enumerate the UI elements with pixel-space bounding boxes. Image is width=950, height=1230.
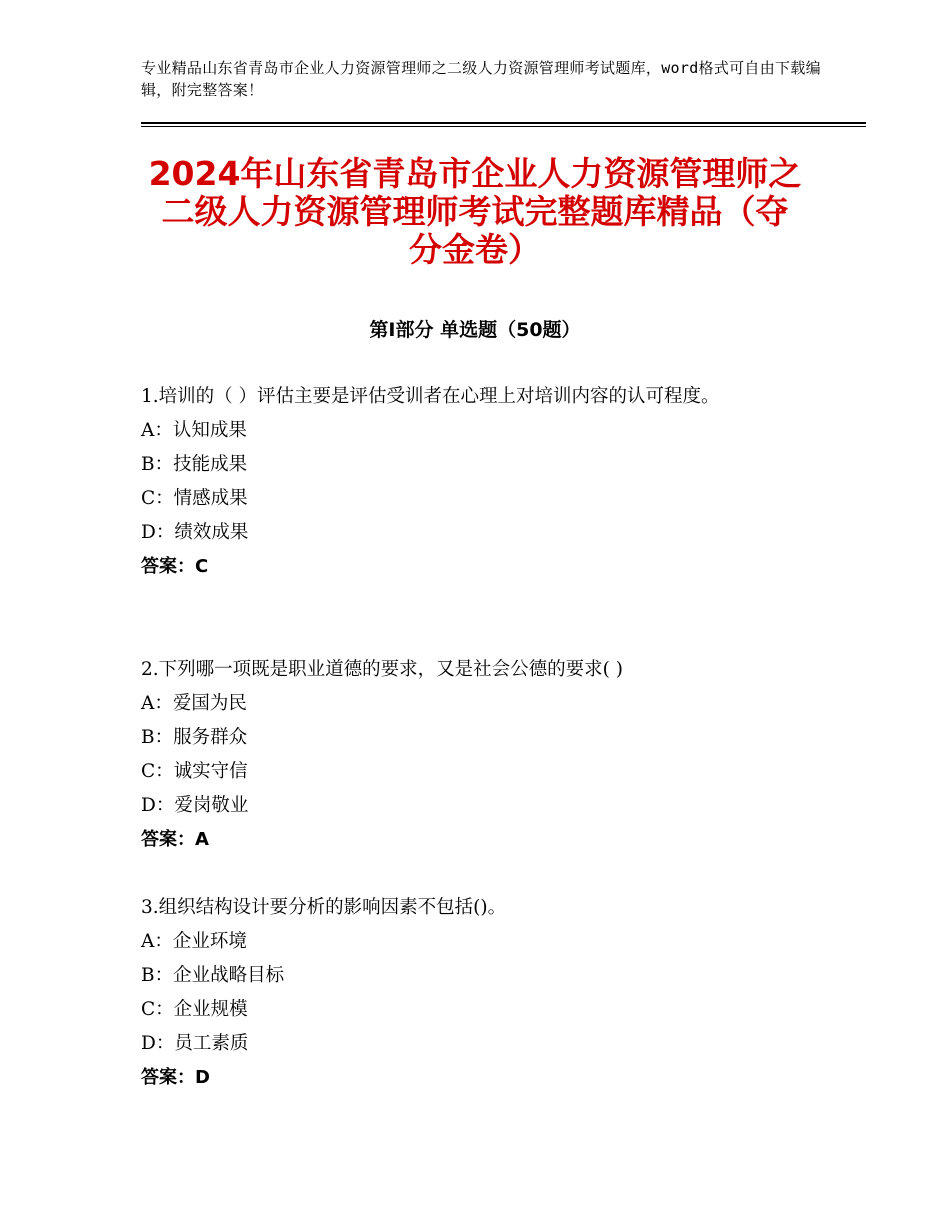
option-b: B：技能成果 [141, 454, 248, 475]
option-d: D：爱岗敬业 [141, 795, 249, 816]
option-c: C：诚实守信 [141, 761, 248, 782]
option-b: B：企业战略目标 [141, 965, 285, 986]
header-divider [141, 122, 866, 124]
option-a: A：认知成果 [141, 420, 247, 441]
title-line: 二级人力资源管理师考试完整题库精品（夺 [161, 192, 789, 231]
section-title: 第Ⅰ部分 单选题（50题） [369, 319, 581, 341]
document-title [120, 155, 830, 269]
answer: 答案：C [141, 556, 209, 577]
header-note: 专业精品山东省青岛市企业人力资源管理师之二级人力资源管理师考试题库，word格式可自由下载编辑，附完整答案！ [141, 59, 821, 99]
option-b: B：服务群众 [141, 727, 248, 748]
option-c: C：企业规模 [141, 999, 248, 1020]
question-3 [141, 891, 821, 1095]
title-line: 2024年山东省青岛市企业人力资源管理师之 [148, 154, 802, 193]
question-stem: 3.组织结构设计要分析的影响因素不包括()。 [141, 897, 507, 918]
question-stem: 1.培训的（ ）评估主要是评估受训者在心理上对培训内容的认可程度。 [141, 386, 720, 407]
title-line: 分金卷） [409, 230, 541, 269]
option-d: D：员工素质 [141, 1033, 249, 1054]
option-a: A：爱国为民 [141, 693, 247, 714]
answer: 答案：D [141, 1067, 210, 1088]
option-c: C：情感成果 [141, 488, 248, 509]
question-1 [141, 380, 821, 584]
question-2 [141, 653, 821, 857]
answer: 答案：A [141, 829, 209, 850]
option-a: A：企业环境 [141, 931, 247, 952]
header-divider-thin [141, 126, 866, 127]
option-d: D：绩效成果 [141, 522, 249, 543]
question-stem: 2.下列哪一项既是职业道德的要求，又是社会公德的要求( ) [141, 659, 623, 680]
